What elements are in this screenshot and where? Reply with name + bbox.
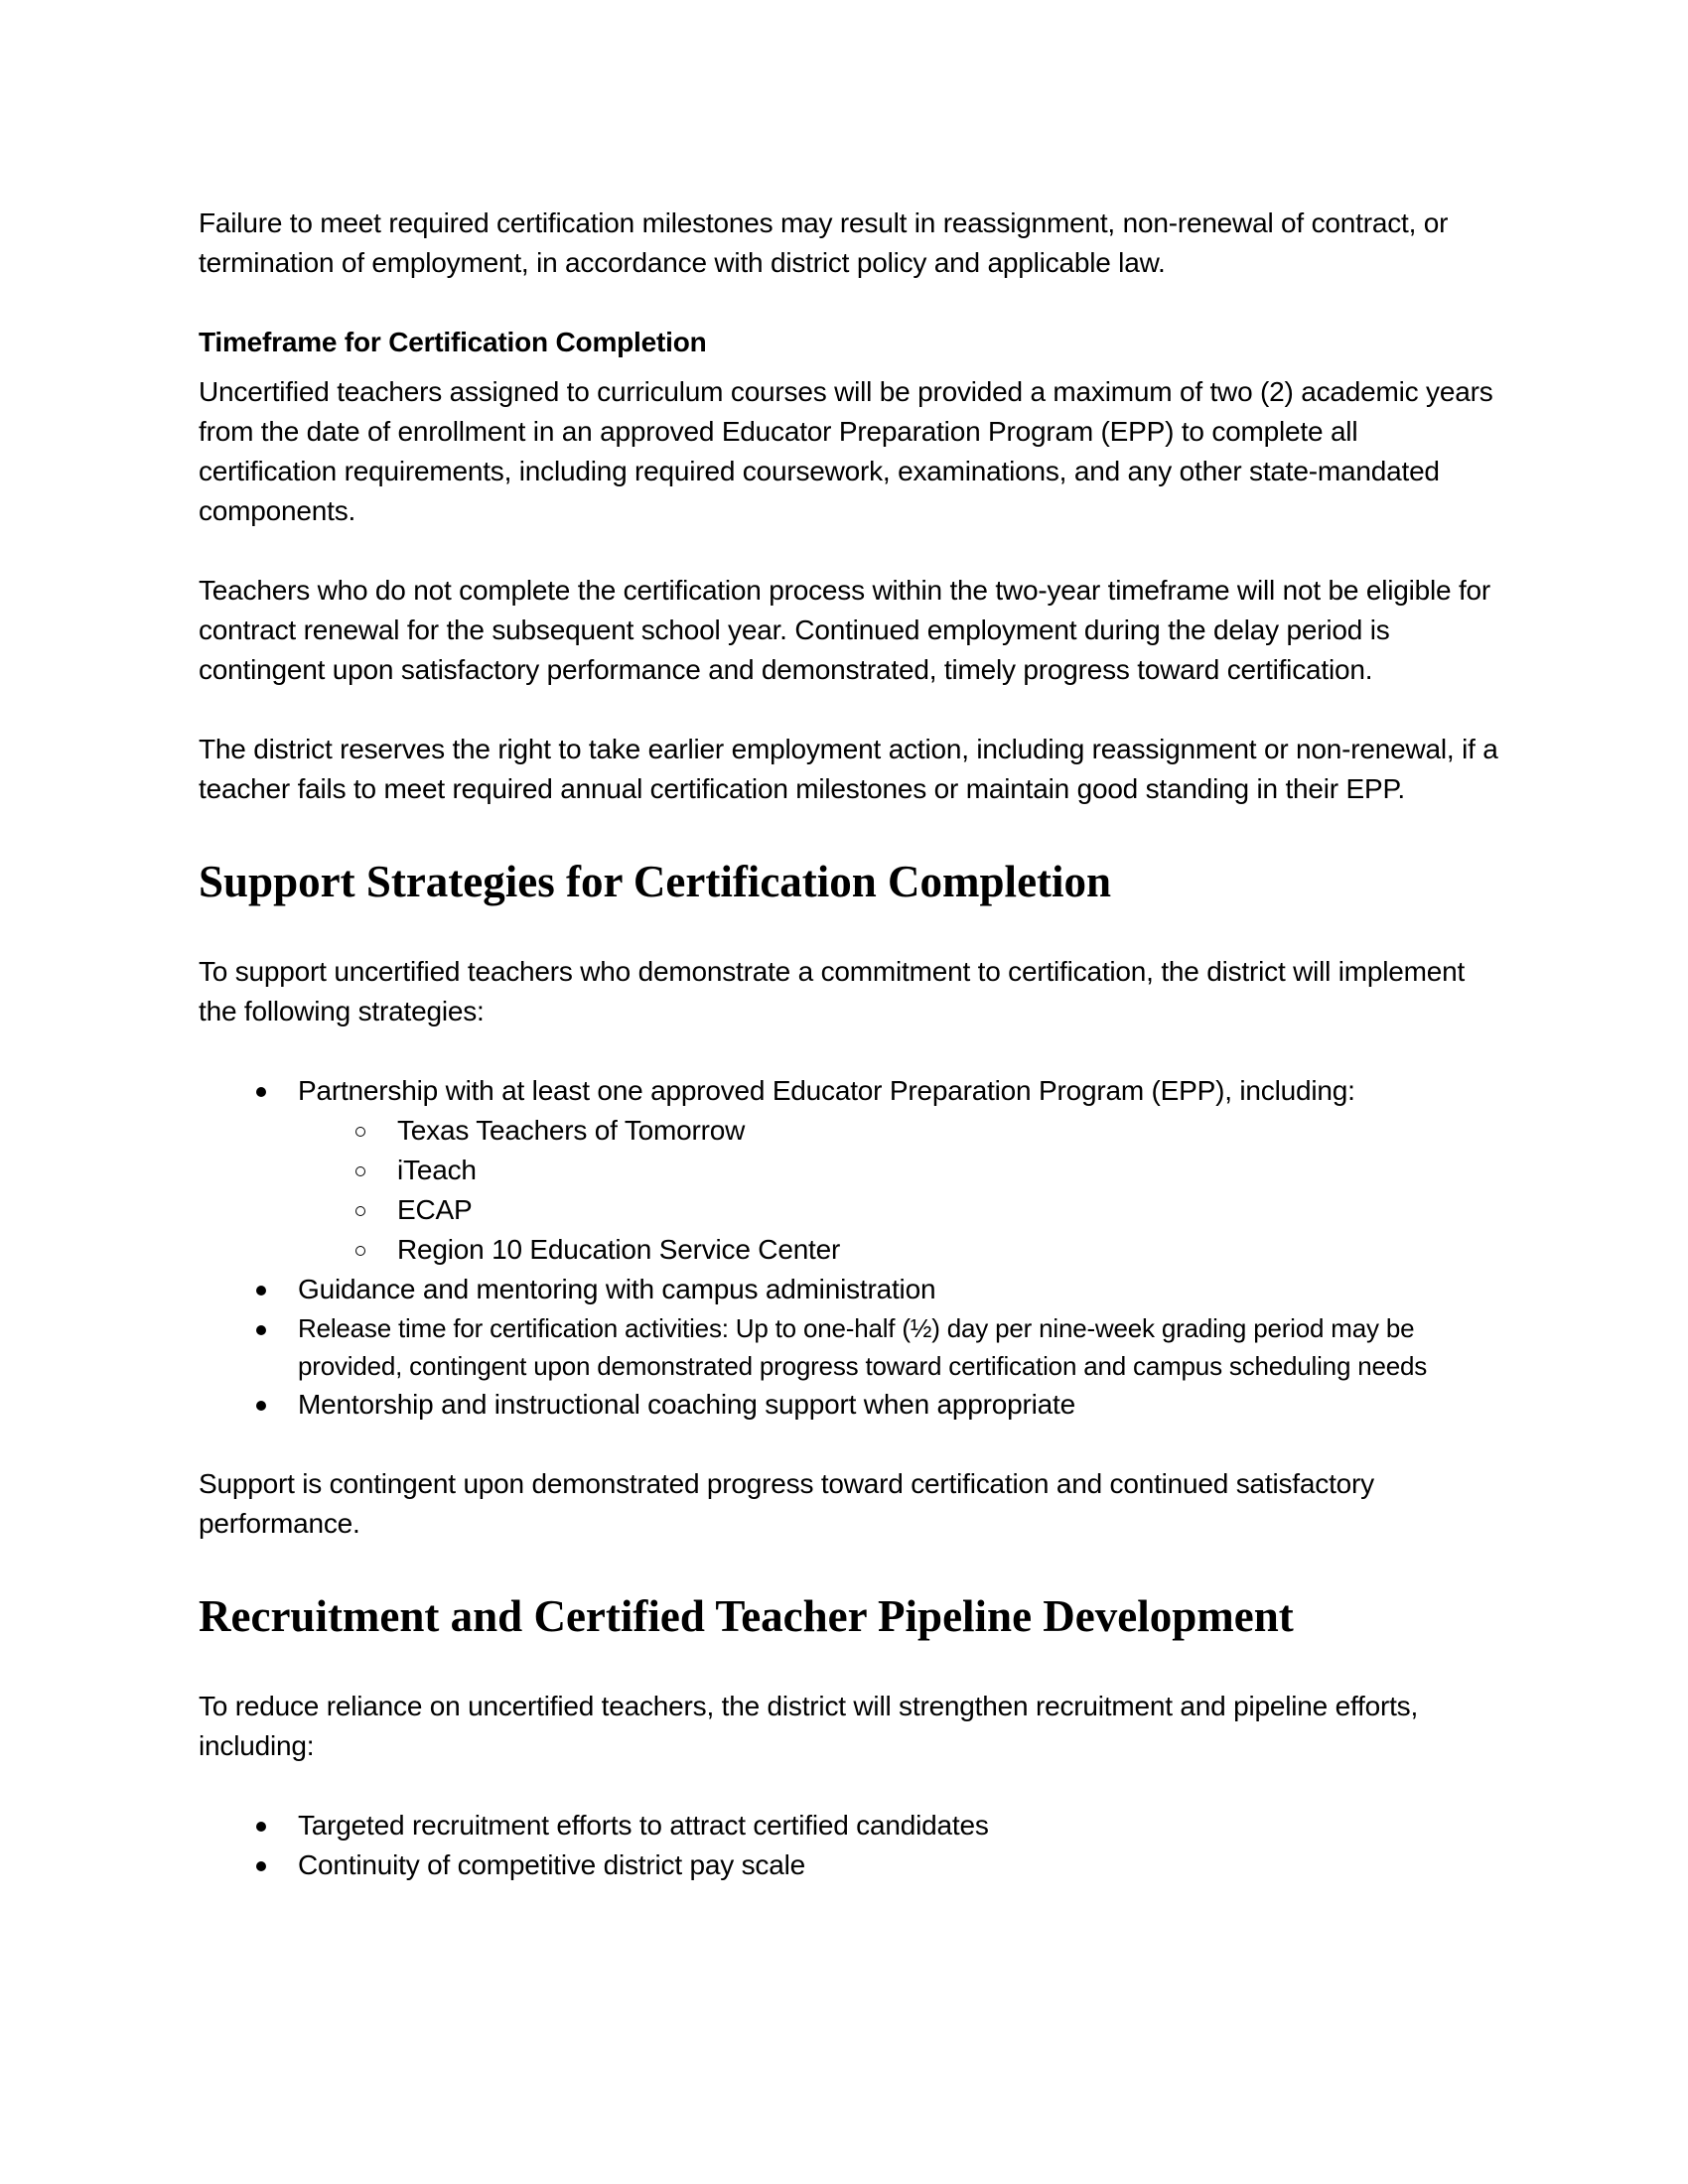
paragraph-support-intro: To support uncertified teachers who demonstrate a commitment to certification, the district will implement the following strategies: <box>199 956 1466 1026</box>
paragraph-timeframe-non-renewal: Teachers who do not complete the certification process within the two-year timeframe will not be eligible for contract renewal for the subsequent school year. Continued employment during the delay period is contingent upon satisfactory performance and demonstrated, timely progress toward certification. <box>199 575 1491 685</box>
sub-list-item-text: ECAP <box>397 1194 473 1225</box>
sub-list-item-text: Region 10 Education Service Center <box>397 1234 841 1265</box>
list-item-text: Continuity of competitive district pay scale <box>298 1849 805 1880</box>
list-item-text: Guidance and mentoring with campus administration <box>298 1274 936 1304</box>
list-item-partnership <box>199 1071 1499 1270</box>
subheading-timeframe-for-certification-completion: Timeframe for Certification Completion <box>199 327 707 357</box>
list-item-targeted-recruitment <box>199 1806 1499 1845</box>
list-item-text: Partnership with at least one approved Educator Preparation Program (EPP), including: <box>298 1075 1355 1106</box>
list-item-pay-scale <box>199 1845 1499 1885</box>
list-item-mentorship <box>199 1385 1499 1425</box>
heading-support-strategies: Support Strategies for Certification Completion <box>199 857 1112 906</box>
heading-recruitment-pipeline: Recruitment and Certified Teacher Pipeline Development <box>199 1591 1294 1641</box>
paragraph-support-closing: Support is contingent upon demonstrated progress toward certification and continued satisfactory performance. <box>199 1468 1374 1539</box>
support-strategies-list <box>199 1071 1499 1425</box>
sub-list-item-text: iTeach <box>397 1155 477 1185</box>
recruitment-efforts-list <box>199 1806 1499 1885</box>
sub-list-item-region-10 <box>298 1230 1499 1270</box>
sub-list-item-texas-teachers <box>298 1111 1499 1151</box>
epp-options-sublist <box>298 1111 1499 1270</box>
paragraph-recruitment-intro: To reduce reliance on uncertified teachers, the district will strengthen recruitment and pipeline efforts, including: <box>199 1691 1419 1761</box>
sub-list-item-iteach <box>298 1151 1499 1190</box>
sub-list-item-ecap <box>298 1190 1499 1230</box>
list-item-text: Targeted recruitment efforts to attract certified candidates <box>298 1810 989 1841</box>
sub-list-item-text: Texas Teachers of Tomorrow <box>397 1115 746 1146</box>
list-item-guidance <box>199 1270 1499 1309</box>
paragraph-certification-consequences: Failure to meet required certification milestones may result in reassignment, non-renewal of contract, or termination of employment, in accordance with district policy and applicable law. <box>199 207 1449 278</box>
list-item-text: Release time for certification activities: Up to one-half (½) day per nine-week grading period may be provided, contingent upon demonstrated progress toward certification and campus scheduling needs <box>298 1313 1428 1381</box>
list-item-release-time <box>199 1309 1499 1385</box>
paragraph-timeframe-two-years: Uncertified teachers assigned to curriculum courses will be provided a maximum of two (2) academic years from the date of enrollment in an approved Educator Preparation Program (EPP) to complete all certification requirements, including required coursework, examinations, and any other state-mandated components. <box>199 376 1493 526</box>
paragraph-timeframe-earlier-action: The district reserves the right to take earlier employment action, including reassignment or non-renewal, if a teacher fails to meet required annual certification milestones or maintain good standing in their EPP. <box>199 734 1498 804</box>
list-item-text: Mentorship and instructional coaching support when appropriate <box>298 1389 1075 1420</box>
